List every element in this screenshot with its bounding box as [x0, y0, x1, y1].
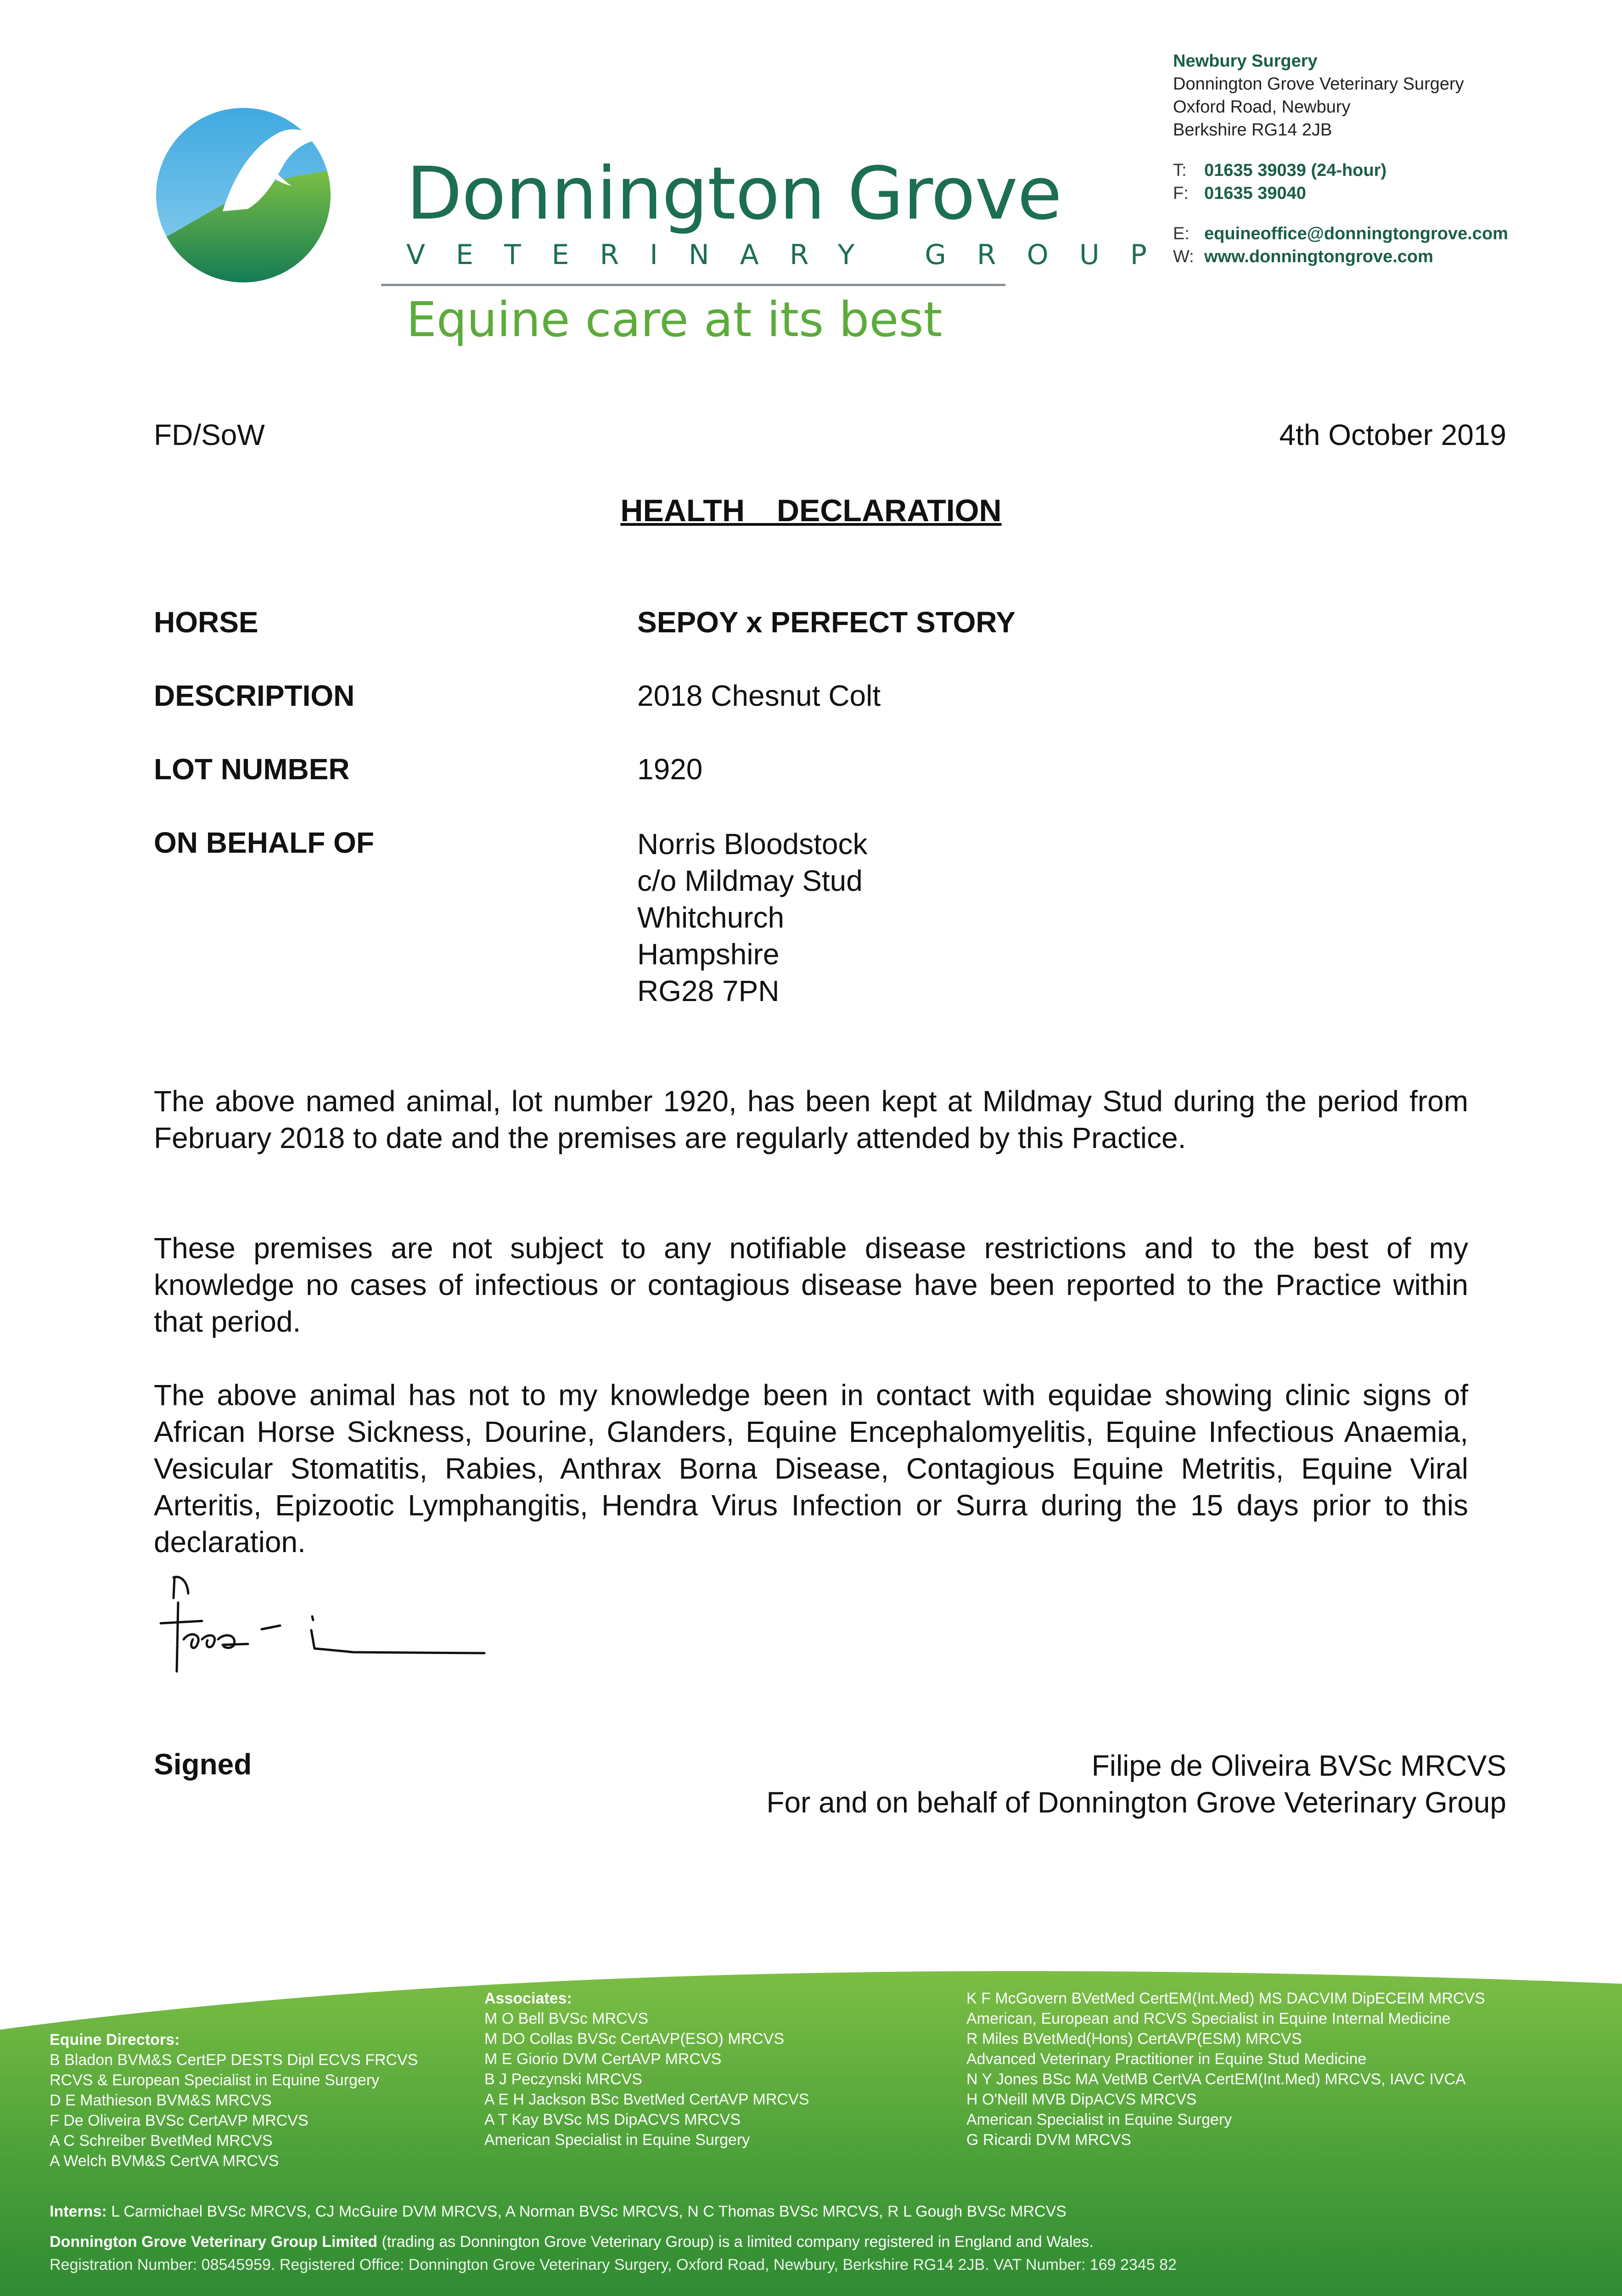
- signatory-organisation: For and on behalf of Donnington Grove Veterinary Group: [766, 1786, 1506, 1819]
- list-item: A E H Jackson BSc BvetMed CertAVP MRCVS: [484, 2091, 809, 2108]
- email-link[interactable]: equineoffice@donningtongrove.com: [1204, 224, 1508, 243]
- web-label: W:: [1173, 247, 1194, 266]
- phone-row: [1173, 159, 1508, 182]
- address-line: Hampshire: [637, 938, 780, 971]
- list-item: Advanced Veterinary Practitioner in Equine Stud Medicine: [966, 2050, 1367, 2068]
- brand-tagline: Equine care at its best: [406, 292, 943, 348]
- address-line: Whitchurch: [637, 901, 785, 934]
- registration-line: Registration Number: 08545959. Registered Office: Donnington Grove Veterinary Surgery, Oxford Road, Newbury, Berkshire RG14 2JB. VAT Number: 169 2345 82: [50, 2256, 1177, 2273]
- address-line: c/o Mildmay Stud: [637, 864, 863, 897]
- address-line: Norris Bloodstock: [637, 827, 868, 861]
- interns-names: L Carmichael BVSc MRCVS, CJ McGuire DVM MRCVS, A Norman BVSc MRCVS, N C Thomas BVSc MRCVS, R L Gough BVSc MRCVS: [111, 2203, 1066, 2220]
- interns-label: Interns:: [50, 2203, 107, 2220]
- letter-reference: FD/SoW: [154, 418, 265, 451]
- list-item: B Bladon BVM&S CertEP DESTS Dipl ECVS FRCVS: [50, 2051, 418, 2069]
- associates-list: [484, 1988, 809, 2150]
- interns-line: [50, 2201, 1066, 2222]
- list-item: F De Oliveira BVSc CertAVP MRCVS: [50, 2112, 309, 2129]
- document-title: HEALTH DECLARATION: [620, 493, 1002, 528]
- phone-label: T:: [1173, 161, 1187, 180]
- address-block: [1173, 50, 1508, 268]
- associates-heading: Associates:: [484, 1990, 572, 2007]
- list-item: A Welch BVM&S CertVA MRCVS: [50, 2152, 279, 2170]
- list-item: A T Kay BVSc MS DipACVS MRCVS: [484, 2111, 741, 2128]
- directors-heading: Equine Directors:: [50, 2031, 180, 2048]
- declaration-paragraph: These premises are not subject to any notifiable disease restrictions and to the best of my knowledge no cases of infectious or contagious disease have been reported to the Practice within that period.: [154, 1232, 1468, 1338]
- list-item: K F McGovern BVetMed CertEM(Int.Med) MS DACVIM DipECEIM MRCVS: [966, 1990, 1485, 2007]
- description-value: 2018 Chesnut Colt: [637, 679, 881, 712]
- email-label: E:: [1173, 224, 1190, 243]
- list-item: RCVS & European Specialist in Equine Surgery: [50, 2071, 380, 2089]
- list-item: H O'Neill MVB DipACVS MRCVS: [966, 2091, 1197, 2108]
- company-text: (trading as Donnington Grove Veterinary Group) is a limited company registered in England and Wales.: [382, 2233, 1094, 2251]
- surgery-heading: Newbury Surgery: [1173, 51, 1318, 71]
- declaration-paragraph: The above animal has not to my knowledge been in contact with equidae showing clinic signs of African Horse Sickness, Dourine, Glanders, Equine Encephalomyelitis, Equine Infectious Anaemia, Vesicular Stomatitis, Rabies, Anthrax Borna Disease, Contagious Equine Metritis, Equine Viral Arteritis, Epizootic Lymphangitis, Hendra Virus Infection or Surra during the 15 days prior to this declaration.: [154, 1379, 1468, 1559]
- on-behalf-of-address: [637, 826, 868, 1009]
- letter-date: 4th October 2019: [1279, 418, 1506, 451]
- list-item: M E Giorio DVM CertAVP MRCVS: [484, 2050, 722, 2068]
- list-item: B J Peczynski MRCVS: [484, 2071, 642, 2088]
- company-name: Donnington Grove Veterinary Group Limited: [50, 2233, 378, 2251]
- list-item: M O Bell BVSc MRCVS: [484, 2010, 649, 2027]
- address-line: Oxford Road, Newbury: [1173, 97, 1351, 117]
- phone-number: 01635 39039 (24-hour): [1204, 161, 1387, 180]
- horse-value: SEPOY x PERFECT STORY: [637, 606, 1016, 639]
- brand-subtitle: VETERINARY GROUP: [406, 239, 1178, 271]
- company-logo-icon: [154, 106, 333, 285]
- brand-name: Donnington Grove: [406, 152, 1062, 236]
- list-item: G Ricardi DVM MRCVS: [966, 2131, 1131, 2149]
- list-item: A C Schreiber BvetMed MRCVS: [50, 2132, 273, 2150]
- list-item: American Specialist in Equine Surgery: [966, 2111, 1232, 2128]
- website-link[interactable]: www.donningtongrove.com: [1204, 247, 1433, 266]
- company-line: [50, 2232, 1094, 2252]
- email-row: [1173, 222, 1508, 245]
- signatory-block: [766, 1747, 1506, 1821]
- list-item: M DO Collas BVSc CertAVP(ESO) MRCVS: [484, 2030, 785, 2048]
- description-label: DESCRIPTION: [154, 679, 355, 712]
- horse-label: HORSE: [154, 606, 258, 639]
- lot-number-value: 1920: [637, 753, 703, 786]
- list-item: R Miles BVetMed(Hons) CertAVP(ESM) MRCVS: [966, 2030, 1302, 2048]
- fax-number: 01635 39040: [1204, 184, 1306, 203]
- list-item: American Specialist in Equine Surgery: [484, 2131, 750, 2149]
- signatory-name: Filipe de Oliveira BVSc MRCVS: [1091, 1749, 1506, 1782]
- list-item: N Y Jones BSc MA VetMB CertVA CertEM(Int.Med) MRCVS, IAVC IVCA: [966, 2071, 1466, 2088]
- list-item: American, European and RCVS Specialist in Equine Internal Medicine: [966, 2010, 1451, 2027]
- signed-label: Signed: [154, 1748, 252, 1781]
- associates-list-continued: [966, 1988, 1485, 2150]
- fax-row: [1173, 182, 1508, 205]
- equine-directors-list: [50, 2030, 418, 2171]
- lot-number-label: LOT NUMBER: [154, 753, 350, 786]
- declaration-paragraph: The above named animal, lot number 1920, has been kept at Mildmay Stud during the period from February 2018 to date and the premises are regularly attended by this Practice.: [154, 1085, 1468, 1154]
- address-line: Donnington Grove Veterinary Surgery: [1173, 74, 1464, 94]
- on-behalf-of-label: ON BEHALF OF: [154, 826, 374, 859]
- handwritten-signature: [156, 1570, 487, 1681]
- address-line: Berkshire RG14 2JB: [1173, 120, 1332, 140]
- web-row: [1173, 245, 1508, 268]
- brand-divider: [381, 284, 1005, 286]
- address-line: RG28 7PN: [637, 974, 780, 1007]
- fax-label: F:: [1173, 184, 1189, 203]
- list-item: D E Mathieson BVM&S MRCVS: [50, 2092, 272, 2109]
